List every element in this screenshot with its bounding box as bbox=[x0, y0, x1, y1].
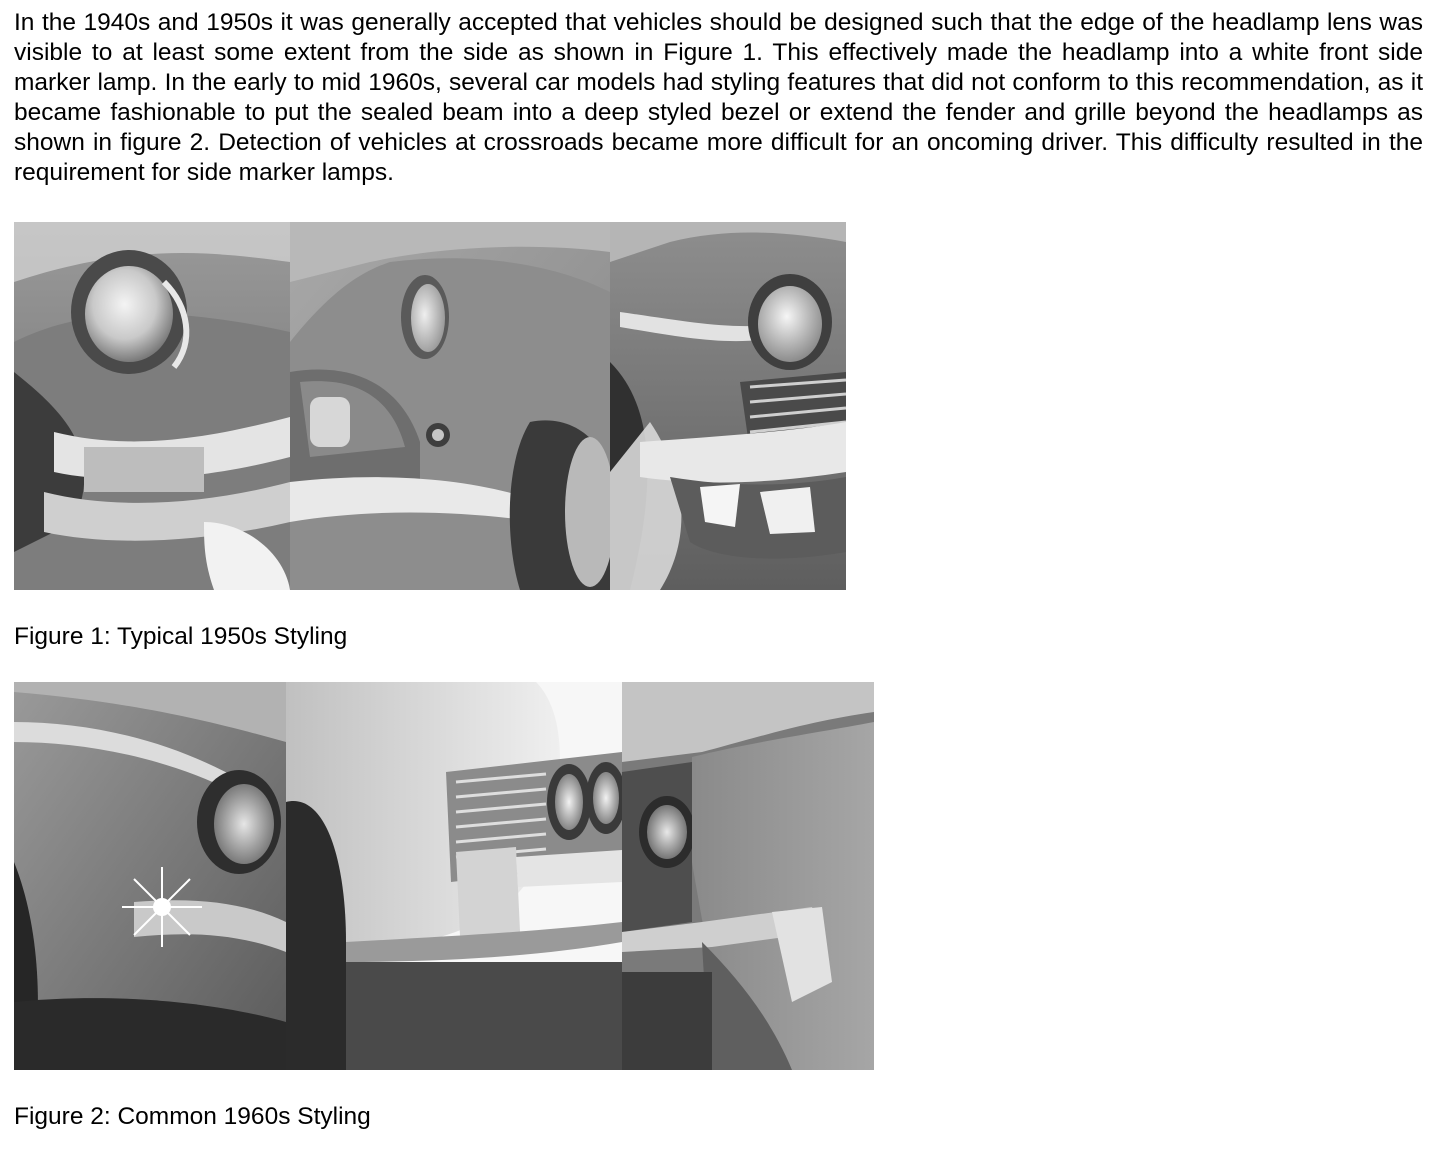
figure-2-photo-2 bbox=[286, 682, 622, 1070]
body-paragraph: In the 1940s and 1950s it was generally accepted that vehicles should be designed such that the edge of the headlamp lens was visible to at least some extent from the side as shown in Figure 1. This effectively made the headlamp into a white front side marker lamp. In the early to mid 1960s, several car models had styling features that did not conform to this recommendation, as it became fashionable to put the sealed beam into a deep styled bezel or extend the fender and grille beyond the headlamps as shown in figure 2. Detection of vehicles at crossroads became more difficult for an oncoming driver. This difficulty resulted in the requirement for side marker lamps. bbox=[14, 9, 1423, 186]
figure-2 bbox=[14, 682, 874, 1070]
figure-1 bbox=[14, 222, 846, 590]
figure-1-caption: Figure 1: Typical 1950s Styling bbox=[14, 623, 348, 650]
figure-2-caption: Figure 2: Common 1960s Styling bbox=[14, 1103, 371, 1130]
figure-2-images bbox=[14, 682, 874, 1070]
figure-1-photo-2 bbox=[290, 222, 610, 590]
figure-1-images bbox=[14, 222, 846, 590]
figure-2-photo-3 bbox=[622, 682, 874, 1070]
figure-1-photo-1 bbox=[14, 222, 290, 590]
figure-1-photo-3 bbox=[610, 222, 846, 590]
figure-2-photo-1 bbox=[14, 682, 286, 1070]
